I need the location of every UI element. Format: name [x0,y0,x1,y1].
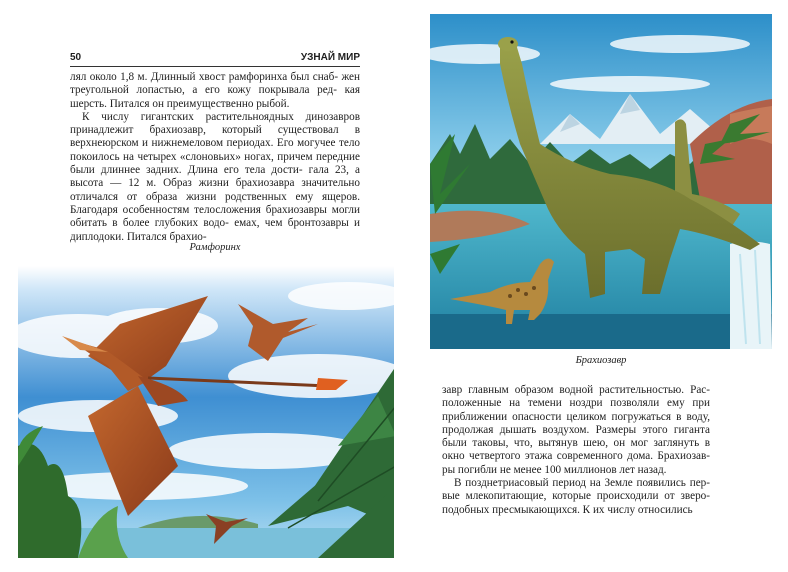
paragraph: лял около 1,8 м. Длинный хвост рамфоринха был снаб- жен треугольной лопастью, а его кожу покрывала ред- кая шерсть. Питался он преимущественно рыбой. [70,71,361,110]
right-body-text [442,384,710,517]
paragraph: завр главным образом водной растительностью. Рас- положенные на темени ноздри позволяли ему при приближении опасности целиком погружаться в воду, продолжая дышать воздухом. Размеры этого гиганта были таковы, что, вытянув шею, он мог заглянуть в окно четвертого этажа современного дома. Брахиозав- ры погибли не менее 100 миллионов лет назад. [442,384,710,476]
paragraph: В позднетриасовый период на Земле появились пер- вые млекопитающие, которые происходили от зверо- подобных пресмыкающихся. К их числу относились [442,477,710,516]
left-body-text [70,71,360,244]
running-header [70,50,360,67]
paragraph: К числу гигантских растительноядных динозавров принадлежит брахиозавр, который существовал в верхнеюрском и нижнемеловом периодах. Его могучее тело покоилось на четырех «слоновьих» ногах, причем передние были длиннее задних. Длина его тела дости- гала 23, а высота — 12 м. Образ жизни брахиозавра значительно отличался от образа жизни родственных ему ящеров. Благодаря особенностям телосложения брахиозавры могли обитать в более глубоких водо- емах, чем бронтозавры и диплодоки. Питался брахио- [70,110,361,243]
running-title: УЗНАЙ МИР [300,52,360,63]
page-number: 50 [70,52,82,63]
illustration-caption: Рамфоринх [189,242,241,253]
brachiosaurus-illustration [430,14,772,349]
rhamphorhynchus-illustration [18,266,396,558]
illustration-caption: Брахиозавр [575,355,627,366]
